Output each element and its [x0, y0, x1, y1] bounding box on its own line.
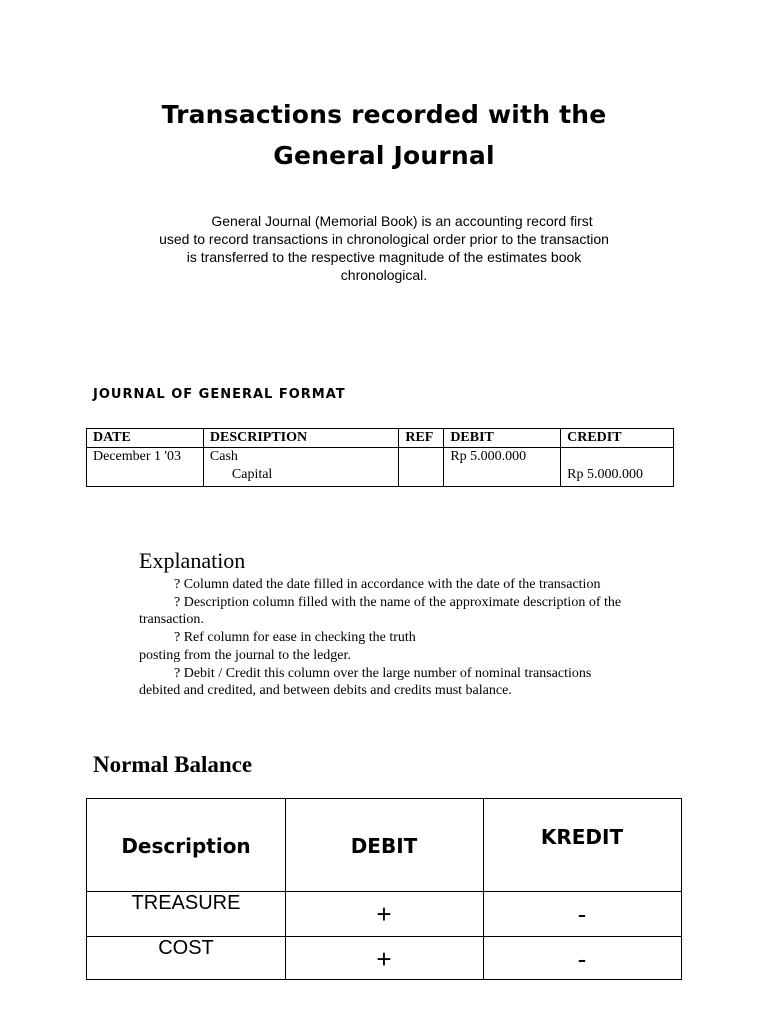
explanation-list: [139, 576, 699, 700]
header-debit: DEBIT: [350, 834, 418, 858]
journal-format-heading: JOURNAL OF GENERAL FORMAT: [93, 387, 346, 402]
debit-account: Cash: [209, 449, 238, 464]
explanation-line: ? Column dated the date filled in accordance with the date of the transaction: [174, 577, 601, 592]
explanation-line: ? Ref column for ease in checking the truth: [174, 630, 416, 646]
column-header-credit: CREDIT: [561, 429, 674, 448]
journal-header-row: [87, 429, 674, 448]
column-header-debit: DEBIT: [444, 429, 561, 448]
entry-credit-value: Rp 5.000.000: [567, 467, 643, 482]
explanation-line: debited and credited, and between debits and credits must balance.: [139, 683, 512, 699]
page-title-line-2: General Journal: [273, 141, 495, 170]
journal-table: [86, 428, 674, 487]
header-description: Description: [121, 834, 251, 858]
entry-date: December 1 '03: [87, 448, 204, 487]
header-kredit: KREDIT: [540, 825, 624, 849]
intro-line: General Journal (Memorial Book) is an accounting record first: [211, 213, 593, 229]
intro-line: is transferred to the respective magnitude of the estimates book: [186, 249, 582, 265]
explanation-line: posting from the journal to the ledger.: [139, 647, 351, 663]
cost-debit-sign: +: [376, 944, 392, 974]
entry-debit: Rp 5.000.000: [444, 448, 561, 487]
intro-paragraph: [128, 212, 640, 284]
column-header-ref: REF: [399, 429, 444, 448]
treasure-kredit-sign: -: [577, 899, 587, 929]
entry-description: [203, 448, 398, 487]
entry-credit: [561, 448, 674, 487]
cost-kredit-sign: -: [577, 944, 587, 974]
page-title-line-1: Transactions recorded with the: [161, 100, 607, 129]
normal-balance-table: [86, 798, 682, 980]
credit-account: Capital: [231, 467, 273, 482]
column-header-description: DESCRIPTION: [203, 429, 398, 448]
explanation-line: transaction.: [139, 612, 204, 628]
treasure-debit-sign: +: [376, 899, 392, 929]
normal-balance-title: Normal Balance: [93, 752, 253, 777]
column-header-date: DATE: [87, 429, 204, 448]
row-label-treasure: TREASURE: [131, 892, 241, 914]
intro-line: used to record transactions in chronological order prior to the transaction: [159, 231, 609, 247]
page-title: [0, 94, 768, 176]
explanation-title: Explanation: [139, 548, 246, 573]
explanation-line: ? Description column filled with the name of the approximate description of the: [174, 594, 622, 610]
explanation-line: ? Debit / Credit this column over the large number of nominal transactions: [174, 665, 592, 681]
row-label-cost: COST: [158, 937, 214, 959]
entry-ref: [399, 448, 444, 487]
journal-entry-row: [87, 448, 674, 487]
intro-line: chronological.: [340, 267, 428, 283]
